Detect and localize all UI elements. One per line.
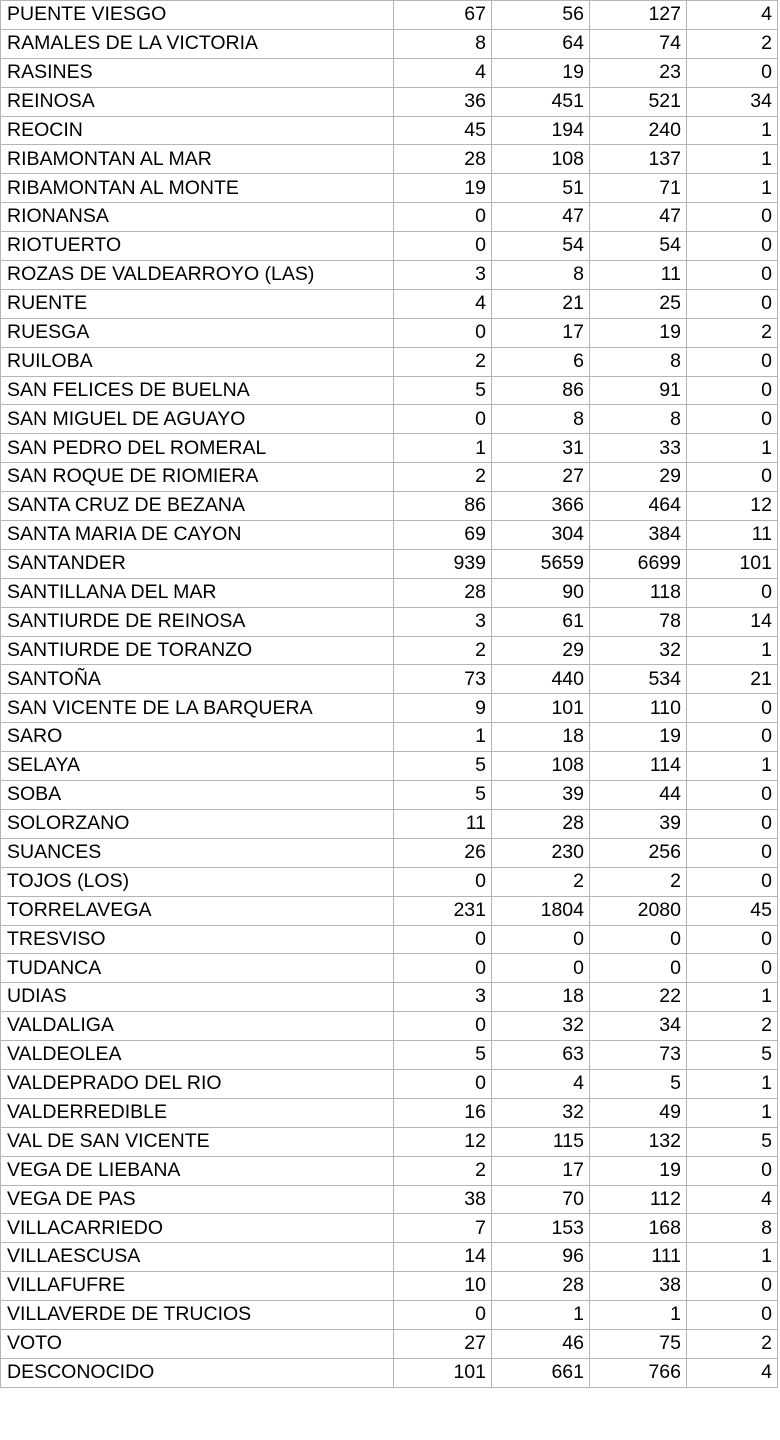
value-cell-3[interactable]: 110 [590,694,687,723]
municipality-name-cell[interactable]: RUILOBA [1,347,394,376]
municipality-name-cell[interactable]: SARO [1,723,394,752]
table-row [1,665,778,694]
value-cell-2[interactable]: 101 [492,694,590,723]
value-cell-2[interactable]: 63 [492,1041,590,1070]
value-cell-4[interactable]: 2 [687,318,778,347]
municipality-name-cell[interactable]: VILLAFUFRE [1,1272,394,1301]
value-cell-4[interactable]: 1 [687,116,778,145]
value-cell-1[interactable]: 3 [394,983,492,1012]
municipality-name-cell[interactable]: VALDEOLEA [1,1041,394,1070]
value-cell-2[interactable]: 1 [492,1301,590,1330]
value-cell-4[interactable]: 0 [687,58,778,87]
value-cell-3[interactable]: 114 [590,752,687,781]
table-row [1,925,778,954]
municipality-name-cell[interactable]: SUANCES [1,838,394,867]
table-row [1,1041,778,1070]
municipality-name-cell[interactable]: SANTA CRUZ DE BEZANA [1,492,394,521]
value-cell-1[interactable]: 10 [394,1272,492,1301]
municipality-name-cell[interactable]: RIBAMONTAN AL MONTE [1,174,394,203]
value-cell-2[interactable]: 18 [492,723,590,752]
value-cell-1[interactable]: 1 [394,723,492,752]
table-row [1,781,778,810]
value-cell-3[interactable]: 91 [590,376,687,405]
value-cell-2[interactable]: 4 [492,1069,590,1098]
value-cell-2[interactable]: 19 [492,58,590,87]
value-cell-1[interactable]: 5 [394,1041,492,1070]
table-row [1,1156,778,1185]
value-cell-1[interactable]: 0 [394,925,492,954]
value-cell-4[interactable]: 0 [687,347,778,376]
value-cell-3[interactable]: 1 [590,1301,687,1330]
value-cell-4[interactable]: 1 [687,636,778,665]
table-row [1,1214,778,1243]
value-cell-1[interactable]: 0 [394,1012,492,1041]
value-cell-1[interactable]: 45 [394,116,492,145]
table-row [1,983,778,1012]
value-cell-3[interactable]: 44 [590,781,687,810]
value-cell-4[interactable]: 4 [687,1185,778,1214]
value-cell-2[interactable]: 96 [492,1243,590,1272]
value-cell-2[interactable]: 5659 [492,549,590,578]
value-cell-1[interactable]: 11 [394,809,492,838]
table-row [1,116,778,145]
value-cell-4[interactable]: 8 [687,1214,778,1243]
value-cell-1[interactable]: 3 [394,607,492,636]
table-row [1,838,778,867]
municipality-name-cell[interactable]: SAN ROQUE DE RIOMIERA [1,463,394,492]
value-cell-3[interactable]: 11 [590,261,687,290]
value-cell-4[interactable]: 0 [687,867,778,896]
value-cell-2[interactable]: 32 [492,1012,590,1041]
value-cell-2[interactable]: 366 [492,492,590,521]
value-cell-3[interactable]: 75 [590,1329,687,1358]
municipality-name-cell[interactable]: VEGA DE LIEBANA [1,1156,394,1185]
table-row [1,261,778,290]
value-cell-4[interactable]: 0 [687,203,778,232]
municipality-name-cell[interactable]: PUENTE VIESGO [1,1,394,30]
municipality-name-cell[interactable]: VALDERREDIBLE [1,1098,394,1127]
value-cell-4[interactable]: 0 [687,289,778,318]
table-row [1,203,778,232]
table-row [1,578,778,607]
municipality-name-cell[interactable]: RUESGA [1,318,394,347]
value-cell-3[interactable]: 127 [590,1,687,30]
value-cell-2[interactable]: 1804 [492,896,590,925]
table-row [1,1069,778,1098]
value-cell-3[interactable]: 5 [590,1069,687,1098]
municipality-name-cell[interactable]: RUENTE [1,289,394,318]
table-row [1,145,778,174]
municipality-name-cell[interactable]: TOJOS (LOS) [1,867,394,896]
value-cell-4[interactable]: 34 [687,87,778,116]
value-cell-3[interactable]: 22 [590,983,687,1012]
value-cell-2[interactable]: 8 [492,261,590,290]
table-row [1,492,778,521]
value-cell-4[interactable]: 5 [687,1127,778,1156]
value-cell-2[interactable]: 18 [492,983,590,1012]
value-cell-3[interactable]: 25 [590,289,687,318]
value-cell-3[interactable]: 132 [590,1127,687,1156]
value-cell-1[interactable]: 0 [394,1069,492,1098]
municipality-name-cell[interactable]: TUDANCA [1,954,394,983]
value-cell-1[interactable]: 3 [394,261,492,290]
table-row [1,318,778,347]
value-cell-4[interactable]: 1 [687,1243,778,1272]
value-cell-2[interactable]: 661 [492,1358,590,1387]
value-cell-4[interactable]: 14 [687,607,778,636]
value-cell-4[interactable]: 4 [687,1,778,30]
value-cell-3[interactable]: 49 [590,1098,687,1127]
value-cell-2[interactable]: 90 [492,578,590,607]
value-cell-2[interactable]: 17 [492,1156,590,1185]
value-cell-1[interactable]: 2 [394,347,492,376]
value-cell-1[interactable]: 7 [394,1214,492,1243]
value-cell-4[interactable]: 1 [687,983,778,1012]
municipality-name-cell[interactable]: SELAYA [1,752,394,781]
value-cell-2[interactable]: 28 [492,1272,590,1301]
value-cell-4[interactable]: 45 [687,896,778,925]
value-cell-1[interactable]: 5 [394,752,492,781]
table-row [1,1329,778,1358]
value-cell-3[interactable]: 256 [590,838,687,867]
value-cell-2[interactable]: 29 [492,636,590,665]
value-cell-4[interactable]: 21 [687,665,778,694]
table-row [1,434,778,463]
municipality-name-cell[interactable]: RAMALES DE LA VICTORIA [1,29,394,58]
table-row [1,87,778,116]
value-cell-4[interactable]: 0 [687,925,778,954]
value-cell-3[interactable]: 2 [590,867,687,896]
value-cell-4[interactable]: 2 [687,29,778,58]
value-cell-2[interactable]: 86 [492,376,590,405]
municipality-name-cell[interactable]: SANTILLANA DEL MAR [1,578,394,607]
value-cell-2[interactable]: 115 [492,1127,590,1156]
value-cell-2[interactable]: 64 [492,29,590,58]
municipality-name-cell[interactable]: TORRELAVEGA [1,896,394,925]
value-cell-3[interactable]: 137 [590,145,687,174]
value-cell-1[interactable]: 27 [394,1329,492,1358]
value-cell-2[interactable]: 8 [492,405,590,434]
value-cell-4[interactable]: 0 [687,463,778,492]
value-cell-2[interactable]: 39 [492,781,590,810]
municipality-name-cell[interactable]: ROZAS DE VALDEARROYO (LAS) [1,261,394,290]
table-row [1,607,778,636]
value-cell-3[interactable]: 54 [590,232,687,261]
value-cell-1[interactable]: 73 [394,665,492,694]
value-cell-2[interactable]: 194 [492,116,590,145]
value-cell-3[interactable]: 19 [590,318,687,347]
value-cell-3[interactable]: 118 [590,578,687,607]
value-cell-3[interactable]: 2080 [590,896,687,925]
value-cell-3[interactable]: 39 [590,809,687,838]
municipality-name-cell[interactable]: DESCONOCIDO [1,1358,394,1387]
value-cell-3[interactable]: 0 [590,925,687,954]
municipality-name-cell[interactable]: SANTIURDE DE TORANZO [1,636,394,665]
value-cell-4[interactable]: 1 [687,174,778,203]
value-cell-4[interactable]: 1 [687,1098,778,1127]
value-cell-2[interactable]: 6 [492,347,590,376]
value-cell-1[interactable]: 38 [394,1185,492,1214]
value-cell-2[interactable]: 70 [492,1185,590,1214]
value-cell-3[interactable]: 23 [590,58,687,87]
value-cell-4[interactable]: 0 [687,405,778,434]
value-cell-4[interactable]: 1 [687,1069,778,1098]
table-row [1,1098,778,1127]
value-cell-3[interactable]: 111 [590,1243,687,1272]
value-cell-3[interactable]: 38 [590,1272,687,1301]
table-row [1,896,778,925]
value-cell-1[interactable]: 2 [394,1156,492,1185]
value-cell-2[interactable]: 51 [492,174,590,203]
value-cell-3[interactable]: 384 [590,521,687,550]
value-cell-1[interactable]: 2 [394,636,492,665]
value-cell-1[interactable]: 67 [394,1,492,30]
value-cell-4[interactable]: 0 [687,1272,778,1301]
municipality-name-cell[interactable]: VAL DE SAN VICENTE [1,1127,394,1156]
value-cell-3[interactable]: 534 [590,665,687,694]
value-cell-2[interactable]: 0 [492,954,590,983]
value-cell-3[interactable]: 240 [590,116,687,145]
table-row [1,405,778,434]
value-cell-4[interactable]: 0 [687,954,778,983]
municipality-name-cell[interactable]: SOBA [1,781,394,810]
table-row [1,867,778,896]
value-cell-1[interactable]: 101 [394,1358,492,1387]
value-cell-1[interactable]: 0 [394,318,492,347]
value-cell-1[interactable]: 231 [394,896,492,925]
value-cell-4[interactable]: 0 [687,694,778,723]
table-row [1,1185,778,1214]
value-cell-4[interactable]: 0 [687,1301,778,1330]
value-cell-1[interactable]: 69 [394,521,492,550]
table-row [1,1272,778,1301]
value-cell-2[interactable]: 108 [492,752,590,781]
value-cell-1[interactable]: 0 [394,232,492,261]
table-row [1,752,778,781]
table-row [1,1243,778,1272]
table-row [1,232,778,261]
municipality-name-cell[interactable]: REOCIN [1,116,394,145]
value-cell-2[interactable]: 108 [492,145,590,174]
value-cell-2[interactable]: 440 [492,665,590,694]
value-cell-3[interactable]: 8 [590,347,687,376]
value-cell-3[interactable]: 766 [590,1358,687,1387]
value-cell-4[interactable]: 5 [687,1041,778,1070]
value-cell-1[interactable]: 5 [394,376,492,405]
value-cell-3[interactable]: 19 [590,1156,687,1185]
municipality-name-cell[interactable]: SAN VICENTE DE LA BARQUERA [1,694,394,723]
municipality-name-cell[interactable]: VEGA DE PAS [1,1185,394,1214]
value-cell-2[interactable]: 21 [492,289,590,318]
value-cell-2[interactable]: 153 [492,1214,590,1243]
value-cell-4[interactable]: 1 [687,434,778,463]
value-cell-3[interactable]: 521 [590,87,687,116]
table-row [1,1358,778,1387]
table-row [1,347,778,376]
value-cell-1[interactable]: 4 [394,289,492,318]
value-cell-1[interactable]: 939 [394,549,492,578]
value-cell-1[interactable]: 86 [394,492,492,521]
value-cell-2[interactable]: 27 [492,463,590,492]
municipality-name-cell[interactable]: SAN PEDRO DEL ROMERAL [1,434,394,463]
municipality-name-cell[interactable]: RIONANSA [1,203,394,232]
value-cell-3[interactable]: 19 [590,723,687,752]
municipality-name-cell[interactable]: SANTIURDE DE REINOSA [1,607,394,636]
value-cell-1[interactable]: 4 [394,58,492,87]
value-cell-4[interactable]: 0 [687,838,778,867]
value-cell-1[interactable]: 8 [394,29,492,58]
table-row [1,549,778,578]
value-cell-2[interactable]: 46 [492,1329,590,1358]
value-cell-4[interactable]: 0 [687,723,778,752]
value-cell-4[interactable]: 1 [687,145,778,174]
value-cell-3[interactable]: 78 [590,607,687,636]
value-cell-1[interactable]: 36 [394,87,492,116]
table-row [1,29,778,58]
value-cell-2[interactable]: 0 [492,925,590,954]
value-cell-4[interactable]: 101 [687,549,778,578]
value-cell-2[interactable]: 17 [492,318,590,347]
municipality-name-cell[interactable]: VALDEPRADO DEL RIO [1,1069,394,1098]
table-row [1,521,778,550]
municipality-name-cell[interactable]: VILLAESCUSA [1,1243,394,1272]
municipality-name-cell[interactable]: RIOTUERTO [1,232,394,261]
value-cell-2[interactable]: 28 [492,809,590,838]
value-cell-1[interactable]: 0 [394,405,492,434]
value-cell-3[interactable]: 168 [590,1214,687,1243]
value-cell-1[interactable]: 0 [394,867,492,896]
table-row [1,1012,778,1041]
value-cell-3[interactable]: 29 [590,463,687,492]
table-row [1,289,778,318]
municipality-name-cell[interactable]: SANTA MARIA DE CAYON [1,521,394,550]
table-row [1,58,778,87]
table-row [1,376,778,405]
table-row [1,463,778,492]
table-row [1,1,778,30]
table-row [1,723,778,752]
value-cell-2[interactable]: 61 [492,607,590,636]
value-cell-1[interactable]: 16 [394,1098,492,1127]
value-cell-1[interactable]: 28 [394,145,492,174]
value-cell-1[interactable]: 2 [394,463,492,492]
table-row [1,694,778,723]
municipality-name-cell[interactable]: SANTANDER [1,549,394,578]
value-cell-4[interactable]: 0 [687,261,778,290]
municipality-name-cell[interactable]: SANTOÑA [1,665,394,694]
value-cell-4[interactable]: 0 [687,809,778,838]
value-cell-1[interactable]: 5 [394,781,492,810]
value-cell-4[interactable]: 0 [687,232,778,261]
value-cell-1[interactable]: 9 [394,694,492,723]
table-row [1,174,778,203]
value-cell-3[interactable]: 8 [590,405,687,434]
municipality-name-cell[interactable]: VOTO [1,1329,394,1358]
value-cell-3[interactable]: 0 [590,954,687,983]
municipality-name-cell[interactable]: REINOSA [1,87,394,116]
value-cell-3[interactable]: 74 [590,29,687,58]
table-row [1,954,778,983]
value-cell-4[interactable]: 2 [687,1012,778,1041]
municipality-name-cell[interactable]: SAN MIGUEL DE AGUAYO [1,405,394,434]
municipality-name-cell[interactable]: TRESVISO [1,925,394,954]
value-cell-1[interactable]: 0 [394,954,492,983]
value-cell-4[interactable]: 4 [687,1358,778,1387]
value-cell-3[interactable]: 32 [590,636,687,665]
table-row [1,1127,778,1156]
value-cell-4[interactable]: 0 [687,1156,778,1185]
municipality-name-cell[interactable]: SOLORZANO [1,809,394,838]
municipality-name-cell[interactable]: SAN FELICES DE BUELNA [1,376,394,405]
value-cell-1[interactable]: 0 [394,203,492,232]
value-cell-1[interactable]: 28 [394,578,492,607]
value-cell-3[interactable]: 34 [590,1012,687,1041]
value-cell-3[interactable]: 47 [590,203,687,232]
value-cell-2[interactable]: 56 [492,1,590,30]
value-cell-4[interactable]: 12 [687,492,778,521]
municipality-name-cell[interactable]: VILLACARRIEDO [1,1214,394,1243]
value-cell-2[interactable]: 31 [492,434,590,463]
municipality-name-cell[interactable]: RIBAMONTAN AL MAR [1,145,394,174]
table-row [1,1301,778,1330]
municipality-name-cell[interactable]: UDIAS [1,983,394,1012]
value-cell-1[interactable]: 26 [394,838,492,867]
value-cell-4[interactable]: 2 [687,1329,778,1358]
value-cell-3[interactable]: 6699 [590,549,687,578]
value-cell-3[interactable]: 73 [590,1041,687,1070]
municipality-name-cell[interactable]: VALDALIGA [1,1012,394,1041]
value-cell-4[interactable]: 0 [687,376,778,405]
value-cell-2[interactable]: 2 [492,867,590,896]
value-cell-2[interactable]: 451 [492,87,590,116]
value-cell-1[interactable]: 0 [394,1301,492,1330]
value-cell-1[interactable]: 1 [394,434,492,463]
value-cell-3[interactable]: 71 [590,174,687,203]
table-row [1,636,778,665]
value-cell-1[interactable]: 19 [394,174,492,203]
municipality-name-cell[interactable]: RASINES [1,58,394,87]
value-cell-4[interactable]: 1 [687,752,778,781]
value-cell-2[interactable]: 304 [492,521,590,550]
value-cell-4[interactable]: 11 [687,521,778,550]
value-cell-2[interactable]: 32 [492,1098,590,1127]
value-cell-4[interactable]: 0 [687,781,778,810]
value-cell-3[interactable]: 112 [590,1185,687,1214]
value-cell-4[interactable]: 0 [687,578,778,607]
value-cell-3[interactable]: 33 [590,434,687,463]
value-cell-1[interactable]: 14 [394,1243,492,1272]
municipality-name-cell[interactable]: VILLAVERDE DE TRUCIOS [1,1301,394,1330]
table-body [1,1,778,1388]
value-cell-2[interactable]: 54 [492,232,590,261]
value-cell-2[interactable]: 230 [492,838,590,867]
value-cell-2[interactable]: 47 [492,203,590,232]
table-row [1,809,778,838]
value-cell-1[interactable]: 12 [394,1127,492,1156]
value-cell-3[interactable]: 464 [590,492,687,521]
